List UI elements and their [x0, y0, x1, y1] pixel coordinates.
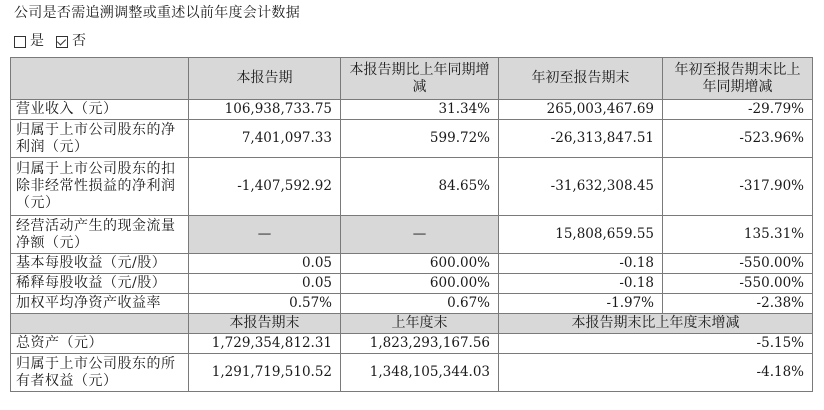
cell-value: -1.97% — [499, 294, 663, 314]
table-row — [11, 334, 813, 354]
table-row — [11, 216, 813, 254]
table-row — [11, 294, 813, 314]
cell-value: — — [189, 216, 341, 254]
cell-value: 84.65% — [341, 158, 499, 216]
row-label: 基本每股收益（元/股） — [11, 254, 189, 274]
cell-value: -0.18 — [499, 274, 663, 294]
cell-value: 1,348,105,344.03 — [341, 354, 499, 392]
cell-value: 106,938,733.75 — [189, 100, 341, 120]
cell-value: 600.00% — [341, 254, 499, 274]
header-cell: 本报告期比上年同期增减 — [341, 58, 499, 100]
checkbox-checked-icon[interactable] — [56, 36, 68, 48]
cell-value: -2.38% — [663, 294, 813, 314]
table-row — [11, 120, 813, 158]
header-cell: 本报告期末比上年度末增减 — [499, 314, 813, 334]
cell-value: -550.00% — [663, 274, 813, 294]
cell-value: 1,729,354,812.31 — [189, 334, 341, 354]
choice-yes[interactable] — [14, 32, 44, 50]
financial-data-table — [10, 57, 813, 392]
choice-yes-label: 是 — [30, 33, 44, 49]
cell-value: 265,003,467.69 — [499, 100, 663, 120]
row-label: 加权平均净资产收益率 — [11, 294, 189, 314]
header-corner-cell — [11, 314, 189, 334]
cell-value: -29.79% — [663, 100, 813, 120]
cell-value: 0.05 — [189, 274, 341, 294]
cell-value: 7,401,097.33 — [189, 120, 341, 158]
cell-value: -5.15% — [499, 334, 813, 354]
table-subheader-row — [11, 314, 813, 334]
row-label: 总资产（元） — [11, 334, 189, 354]
choice-no-label: 否 — [72, 33, 86, 49]
header-cell: 上年度末 — [341, 314, 499, 334]
cell-value: 599.72% — [341, 120, 499, 158]
cell-value: 0.67% — [341, 294, 499, 314]
cell-value: -550.00% — [663, 254, 813, 274]
cell-value: -523.96% — [663, 120, 813, 158]
row-label: 营业收入（元） — [11, 100, 189, 120]
row-label: 归属于上市公司股东的所有者权益（元） — [11, 354, 189, 392]
header-cell: 本报告期末 — [189, 314, 341, 334]
choice-no[interactable] — [56, 32, 86, 50]
cell-value: — — [341, 216, 499, 254]
cell-value: 1,823,293,167.56 — [341, 334, 499, 354]
cell-value: -26,313,847.51 — [499, 120, 663, 158]
table-row — [11, 100, 813, 120]
cell-value: -0.18 — [499, 254, 663, 274]
table-row — [11, 158, 813, 216]
cell-value: 15,808,659.55 — [499, 216, 663, 254]
checkbox-empty-icon[interactable] — [14, 36, 26, 48]
restatement-choice-group — [14, 32, 86, 50]
table-row — [11, 274, 813, 294]
cell-value: 0.05 — [189, 254, 341, 274]
cell-value: 31.34% — [341, 100, 499, 120]
cell-value: 0.57% — [189, 294, 341, 314]
header-cell: 本报告期 — [189, 58, 341, 100]
row-label: 归属于上市公司股东的扣除非经常性损益的净利润（元） — [11, 158, 189, 216]
cell-value: -317.90% — [663, 158, 813, 216]
cell-value: -31,632,308.45 — [499, 158, 663, 216]
cell-value: -1,407,592.92 — [189, 158, 341, 216]
cell-value: 600.00% — [341, 274, 499, 294]
header-corner-cell — [11, 58, 189, 100]
row-label: 归属于上市公司股东的净利润（元） — [11, 120, 189, 158]
table-header-row — [11, 58, 813, 100]
cell-value: 1,291,719,510.52 — [189, 354, 341, 392]
cell-value: 135.31% — [663, 216, 813, 254]
row-label: 经营活动产生的现金流量净额（元） — [11, 216, 189, 254]
row-label: 稀释每股收益（元/股） — [11, 274, 189, 294]
header-cell: 年初至报告期末 — [499, 58, 663, 100]
cell-value: -4.18% — [499, 354, 813, 392]
table-row — [11, 354, 813, 392]
table-row — [11, 254, 813, 274]
page-title: 公司是否需追溯调整或重述以前年度会计数据 — [14, 5, 300, 21]
header-cell: 年初至报告期末比上年同期增减 — [663, 58, 813, 100]
